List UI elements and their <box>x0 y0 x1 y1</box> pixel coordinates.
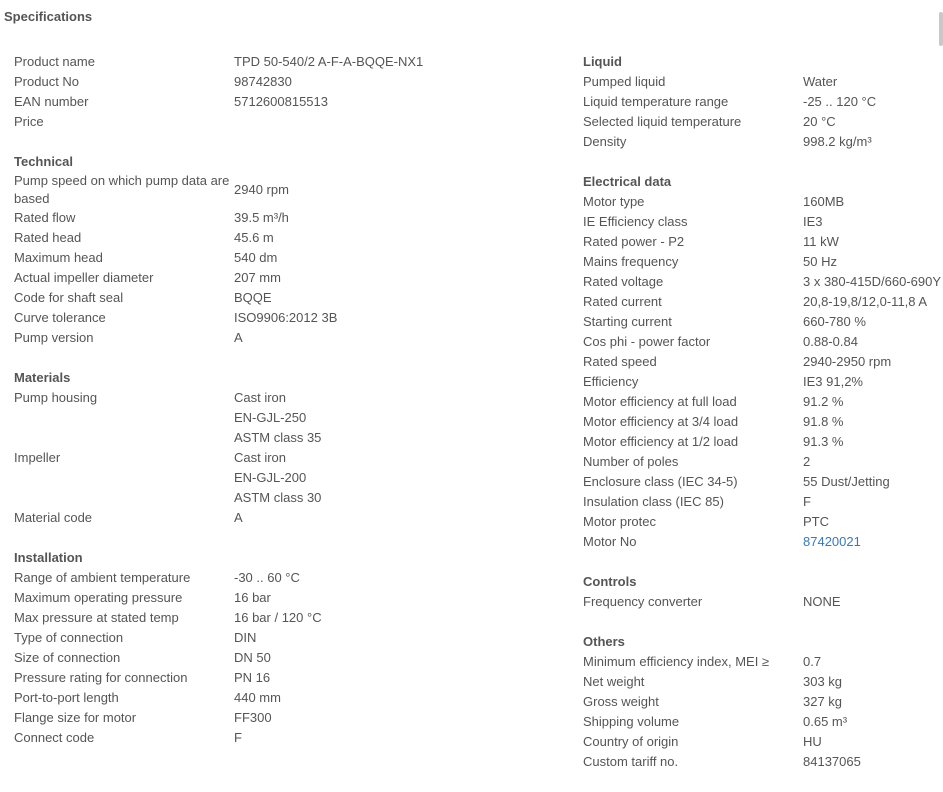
spec-row-rated-speed <box>583 352 943 372</box>
spec-label: Enclosure class (IEC 34-5) <box>583 474 738 489</box>
spec-row-product-name <box>14 52 559 72</box>
spec-values <box>234 508 559 528</box>
spec-values <box>803 372 943 392</box>
spec-row-curve-tolerance <box>14 308 559 328</box>
spec-values <box>803 132 943 152</box>
spec-values <box>803 292 943 312</box>
spec-section-liquid <box>583 52 943 152</box>
spec-row-rated-power-p2 <box>583 232 943 252</box>
spec-values <box>803 712 943 732</box>
spec-values <box>234 268 559 288</box>
spec-value: Cast iron <box>234 390 287 405</box>
spec-values <box>803 272 943 292</box>
spec-label: Efficiency <box>583 374 639 389</box>
spec-value: 84137065 <box>803 754 861 769</box>
spec-row-rated-voltage <box>583 272 943 292</box>
spec-value: 39.5 m³/h <box>234 210 289 225</box>
specs-right-column <box>583 52 943 792</box>
spec-row-price <box>14 112 559 132</box>
spec-label: Pump speed on which pump data are based <box>14 173 230 206</box>
spec-row-material-code <box>14 508 559 528</box>
spec-row-connect-code <box>14 728 559 748</box>
spec-row-pressure-rating-for-connection <box>14 668 559 688</box>
spec-row-selected-liquid-temperature <box>583 112 943 132</box>
spec-label: Size of connection <box>14 650 121 665</box>
spec-label: Rated voltage <box>583 274 664 289</box>
spec-value <box>234 112 559 132</box>
spec-values <box>803 352 943 372</box>
scrollbar-thumb[interactable] <box>939 12 943 46</box>
spec-values <box>803 252 943 272</box>
spec-label: Frequency converter <box>583 594 703 609</box>
section-title: Controls <box>583 574 637 589</box>
spec-values <box>803 112 943 132</box>
spec-value: 660-780 % <box>803 314 866 329</box>
spec-row-impeller <box>14 448 559 508</box>
spec-row-flange-size-for-motor <box>14 708 559 728</box>
spec-value: ASTM class 30 <box>234 490 322 505</box>
spec-row-gross-weight <box>583 692 943 712</box>
spec-values <box>803 752 943 772</box>
spec-value: 16 bar / 120 °C <box>234 610 322 625</box>
spec-row-motor-efficiency-at-1-2-load <box>583 432 943 452</box>
spec-label: Rated head <box>14 230 82 245</box>
section-title: Materials <box>14 370 71 385</box>
spec-row-liquid-temperature-range <box>583 92 943 112</box>
spec-label: Pump version <box>14 330 94 345</box>
spec-values <box>803 192 943 212</box>
spec-label: Impeller <box>14 450 61 465</box>
spec-value: 2940-2950 rpm <box>803 354 892 369</box>
spec-label: Code for shaft seal <box>14 290 124 305</box>
spec-values <box>234 72 559 92</box>
spec-row-maximum-operating-pressure <box>14 588 559 608</box>
spec-section-controls <box>583 572 943 612</box>
spec-row-country-of-origin <box>583 732 943 752</box>
spec-row-rated-current <box>583 292 943 312</box>
spec-value: 91.8 % <box>803 414 844 429</box>
spec-label: Custom tariff no. <box>583 754 679 769</box>
spec-row-product-no <box>14 72 559 92</box>
spec-row-pump-speed-on-which-pump-data-are-based <box>14 172 559 208</box>
spec-section-technical <box>14 152 559 348</box>
spec-row-ean-number <box>14 92 559 112</box>
spec-value: 207 mm <box>234 270 281 285</box>
spec-label: Density <box>583 134 627 149</box>
spec-row-ie-efficiency-class <box>583 212 943 232</box>
spec-value: F <box>803 494 811 509</box>
spec-values <box>803 72 943 92</box>
spec-section-others <box>583 632 943 772</box>
spec-label: Insulation class (IEC 85) <box>583 494 724 509</box>
spec-value: BQQE <box>234 290 272 305</box>
spec-label: EAN number <box>14 94 89 109</box>
spec-value: EN-GJL-200 <box>234 470 307 485</box>
spec-label: Motor efficiency at 1/2 load <box>583 434 739 449</box>
spec-values <box>234 728 559 748</box>
spec-value: HU <box>803 734 822 749</box>
spec-label: Price <box>14 114 44 129</box>
spec-value: FF300 <box>234 710 272 725</box>
spec-row-size-of-connection <box>14 648 559 668</box>
spec-value: Cast iron <box>234 450 287 465</box>
spec-values <box>234 688 559 708</box>
spec-label: Material code <box>14 510 93 525</box>
spec-row-motor-no <box>583 532 943 552</box>
spec-row-custom-tariff-no <box>583 752 943 772</box>
spec-values <box>803 512 943 532</box>
spec-row-actual-impeller-diameter <box>14 268 559 288</box>
spec-section-installation <box>14 548 559 748</box>
spec-value: DN 50 <box>234 650 271 665</box>
spec-value: 91.3 % <box>803 434 844 449</box>
spec-row-enclosure-class-iec-34-5 <box>583 472 943 492</box>
spec-value: NONE <box>803 594 841 609</box>
spec-label: Product name <box>14 54 95 69</box>
spec-value: ISO9906:2012 3B <box>234 310 338 325</box>
spec-values <box>803 312 943 332</box>
spec-label: Connect code <box>14 730 95 745</box>
spec-value: 16 bar <box>234 590 271 605</box>
spec-row-starting-current <box>583 312 943 332</box>
section-title: Technical <box>14 154 74 169</box>
spec-values <box>803 212 943 232</box>
spec-value: PN 16 <box>234 670 271 685</box>
spec-label: Pressure rating for connection <box>14 670 188 685</box>
spec-row-density <box>583 132 943 152</box>
spec-label: Port-to-port length <box>14 690 119 705</box>
spec-label: Rated power - P2 <box>583 234 685 249</box>
spec-value: 327 kg <box>803 694 843 709</box>
spec-values <box>234 708 559 728</box>
spec-label: Number of poles <box>583 454 679 469</box>
spec-values <box>234 288 559 308</box>
spec-value: 98742830 <box>234 74 292 89</box>
spec-section-electrical-data <box>583 172 943 552</box>
spec-row-range-of-ambient-temperature <box>14 568 559 588</box>
section-title: Installation <box>14 550 83 565</box>
spec-row-rated-head <box>14 228 559 248</box>
spec-value: TPD 50-540/2 A-F-A-BQQE-NX1 <box>234 54 424 69</box>
spec-values <box>234 92 559 112</box>
spec-values <box>803 92 943 112</box>
specs-left-column <box>14 52 559 768</box>
spec-label: Country of origin <box>583 734 679 749</box>
spec-label: Minimum efficiency index, MEI ≥ <box>583 654 770 669</box>
spec-values <box>803 532 943 552</box>
spec-label: Net weight <box>583 674 645 689</box>
spec-label: Rated current <box>583 294 662 309</box>
spec-values <box>234 668 559 688</box>
spec-label: IE Efficiency class <box>583 214 688 229</box>
spec-values <box>234 180 559 200</box>
spec-label: Pump housing <box>14 390 98 405</box>
spec-value: ASTM class 35 <box>234 430 322 445</box>
spec-values <box>234 388 559 448</box>
spec-values <box>234 648 559 668</box>
spec-label: Motor No <box>583 534 637 549</box>
spec-row-max-pressure-at-stated-temp <box>14 608 559 628</box>
spec-label: Liquid temperature range <box>583 94 729 109</box>
spec-value: PTC <box>803 514 829 529</box>
spec-value: 0.65 m³ <box>803 714 848 729</box>
spec-values <box>234 248 559 268</box>
spec-row-insulation-class-iec-85 <box>583 492 943 512</box>
section-title: Electrical data <box>583 174 672 189</box>
spec-value: 303 kg <box>803 674 843 689</box>
spec-value: 11 kW <box>803 234 839 249</box>
spec-row-number-of-poles <box>583 452 943 472</box>
spec-label: Curve tolerance <box>14 310 106 325</box>
spec-value: 160MB <box>803 194 845 209</box>
spec-value: 50 Hz <box>803 254 837 269</box>
spec-values <box>234 448 559 508</box>
spec-row-pump-version <box>14 328 559 348</box>
spec-values <box>803 652 943 672</box>
spec-label: Shipping volume <box>583 714 680 729</box>
spec-value: 998.2 kg/m³ <box>803 134 872 149</box>
spec-section-materials <box>14 368 559 528</box>
spec-label: Cos phi - power factor <box>583 334 711 349</box>
spec-row-motor-efficiency-at-full-load <box>583 392 943 412</box>
spec-label: Motor type <box>583 194 645 209</box>
spec-value: 5712600815513 <box>234 94 328 109</box>
spec-values <box>234 608 559 628</box>
spec-values <box>803 412 943 432</box>
spec-label: Rated speed <box>583 354 657 369</box>
spec-value: F <box>234 730 242 745</box>
spec-value: 20,8-19,8/12,0-11,8 A <box>803 294 928 309</box>
spec-values <box>803 732 943 752</box>
spec-section-product <box>14 52 559 132</box>
spec-values <box>234 208 559 228</box>
spec-values <box>803 472 943 492</box>
spec-row-pump-housing <box>14 388 559 448</box>
spec-values <box>234 308 559 328</box>
spec-value: 2940 rpm <box>234 182 289 197</box>
spec-value: EN-GJL-250 <box>234 410 307 425</box>
spec-values <box>803 392 943 412</box>
section-title: Others <box>583 634 625 649</box>
spec-row-shipping-volume <box>583 712 943 732</box>
spec-label: Actual impeller diameter <box>14 270 154 285</box>
spec-value: 0.88-0.84 <box>803 334 858 349</box>
spec-label: Range of ambient temperature <box>14 570 191 585</box>
spec-value: IE3 91,2% <box>803 374 863 389</box>
spec-values <box>234 628 559 648</box>
spec-values <box>234 568 559 588</box>
spec-row-motor-efficiency-at-3-4-load <box>583 412 943 432</box>
spec-label: Motor efficiency at 3/4 load <box>583 414 739 429</box>
spec-values <box>234 328 559 348</box>
spec-values <box>803 692 943 712</box>
spec-row-type-of-connection <box>14 628 559 648</box>
spec-row-port-to-port-length <box>14 688 559 708</box>
spec-value: 45.6 m <box>234 230 274 245</box>
spec-values <box>803 332 943 352</box>
spec-values <box>234 52 559 72</box>
spec-value: IE3 <box>803 214 823 229</box>
spec-value: 20 °C <box>803 114 836 129</box>
spec-label: Maximum operating pressure <box>14 590 183 605</box>
spec-row-pumped-liquid <box>583 72 943 92</box>
spec-value: A <box>234 510 243 525</box>
spec-row-minimum-efficiency-index-mei <box>583 652 943 672</box>
spec-values <box>803 232 943 252</box>
section-title: Liquid <box>583 54 622 69</box>
spec-value: 55 Dust/Jetting <box>803 474 890 489</box>
spec-label: Gross weight <box>583 694 659 709</box>
spec-value: -30 .. 60 °C <box>234 570 300 585</box>
spec-label: Pumped liquid <box>583 74 666 89</box>
spec-value: 3 x 380-415D/660-690Y <box>803 274 942 289</box>
spec-row-motor-type <box>583 192 943 212</box>
spec-label: Max pressure at stated temp <box>14 610 179 625</box>
spec-label: Starting current <box>583 314 672 329</box>
spec-label: Mains frequency <box>583 254 679 269</box>
spec-value: 91.2 % <box>803 394 844 409</box>
spec-label: Motor efficiency at full load <box>583 394 737 409</box>
spec-value: 0.7 <box>803 654 822 669</box>
spec-row-maximum-head <box>14 248 559 268</box>
spec-label: Maximum head <box>14 250 103 265</box>
spec-row-mains-frequency <box>583 252 943 272</box>
spec-values <box>803 432 943 452</box>
spec-values <box>803 452 943 472</box>
spec-value: -25 .. 120 °C <box>803 94 877 109</box>
spec-value: A <box>234 330 243 345</box>
spec-label: Selected liquid temperature <box>583 114 742 129</box>
spec-label: Product No <box>14 74 80 89</box>
spec-value: 440 mm <box>234 690 281 705</box>
spec-values <box>234 228 559 248</box>
spec-value: 540 dm <box>234 250 278 265</box>
spec-values <box>234 112 559 132</box>
spec-row-rated-flow <box>14 208 559 228</box>
spec-value: DIN <box>234 630 257 645</box>
spec-row-motor-protec <box>583 512 943 532</box>
spec-values <box>803 592 943 612</box>
spec-row-net-weight <box>583 672 943 692</box>
spec-label: Type of connection <box>14 630 124 645</box>
spec-value: 2 <box>803 454 811 469</box>
spec-label: Motor protec <box>583 514 656 529</box>
spec-values <box>803 492 943 512</box>
spec-label: Rated flow <box>14 210 76 225</box>
spec-row-efficiency <box>583 372 943 392</box>
spec-value-link[interactable]: 87420021 <box>803 534 861 549</box>
spec-values <box>234 588 559 608</box>
spec-value: Water <box>803 74 838 89</box>
spec-row-cos-phi-power-factor <box>583 332 943 352</box>
spec-row-code-for-shaft-seal <box>14 288 559 308</box>
page-title: Specifications <box>4 9 93 24</box>
spec-values <box>803 672 943 692</box>
spec-row-frequency-converter <box>583 592 943 612</box>
spec-label: Flange size for motor <box>14 710 137 725</box>
